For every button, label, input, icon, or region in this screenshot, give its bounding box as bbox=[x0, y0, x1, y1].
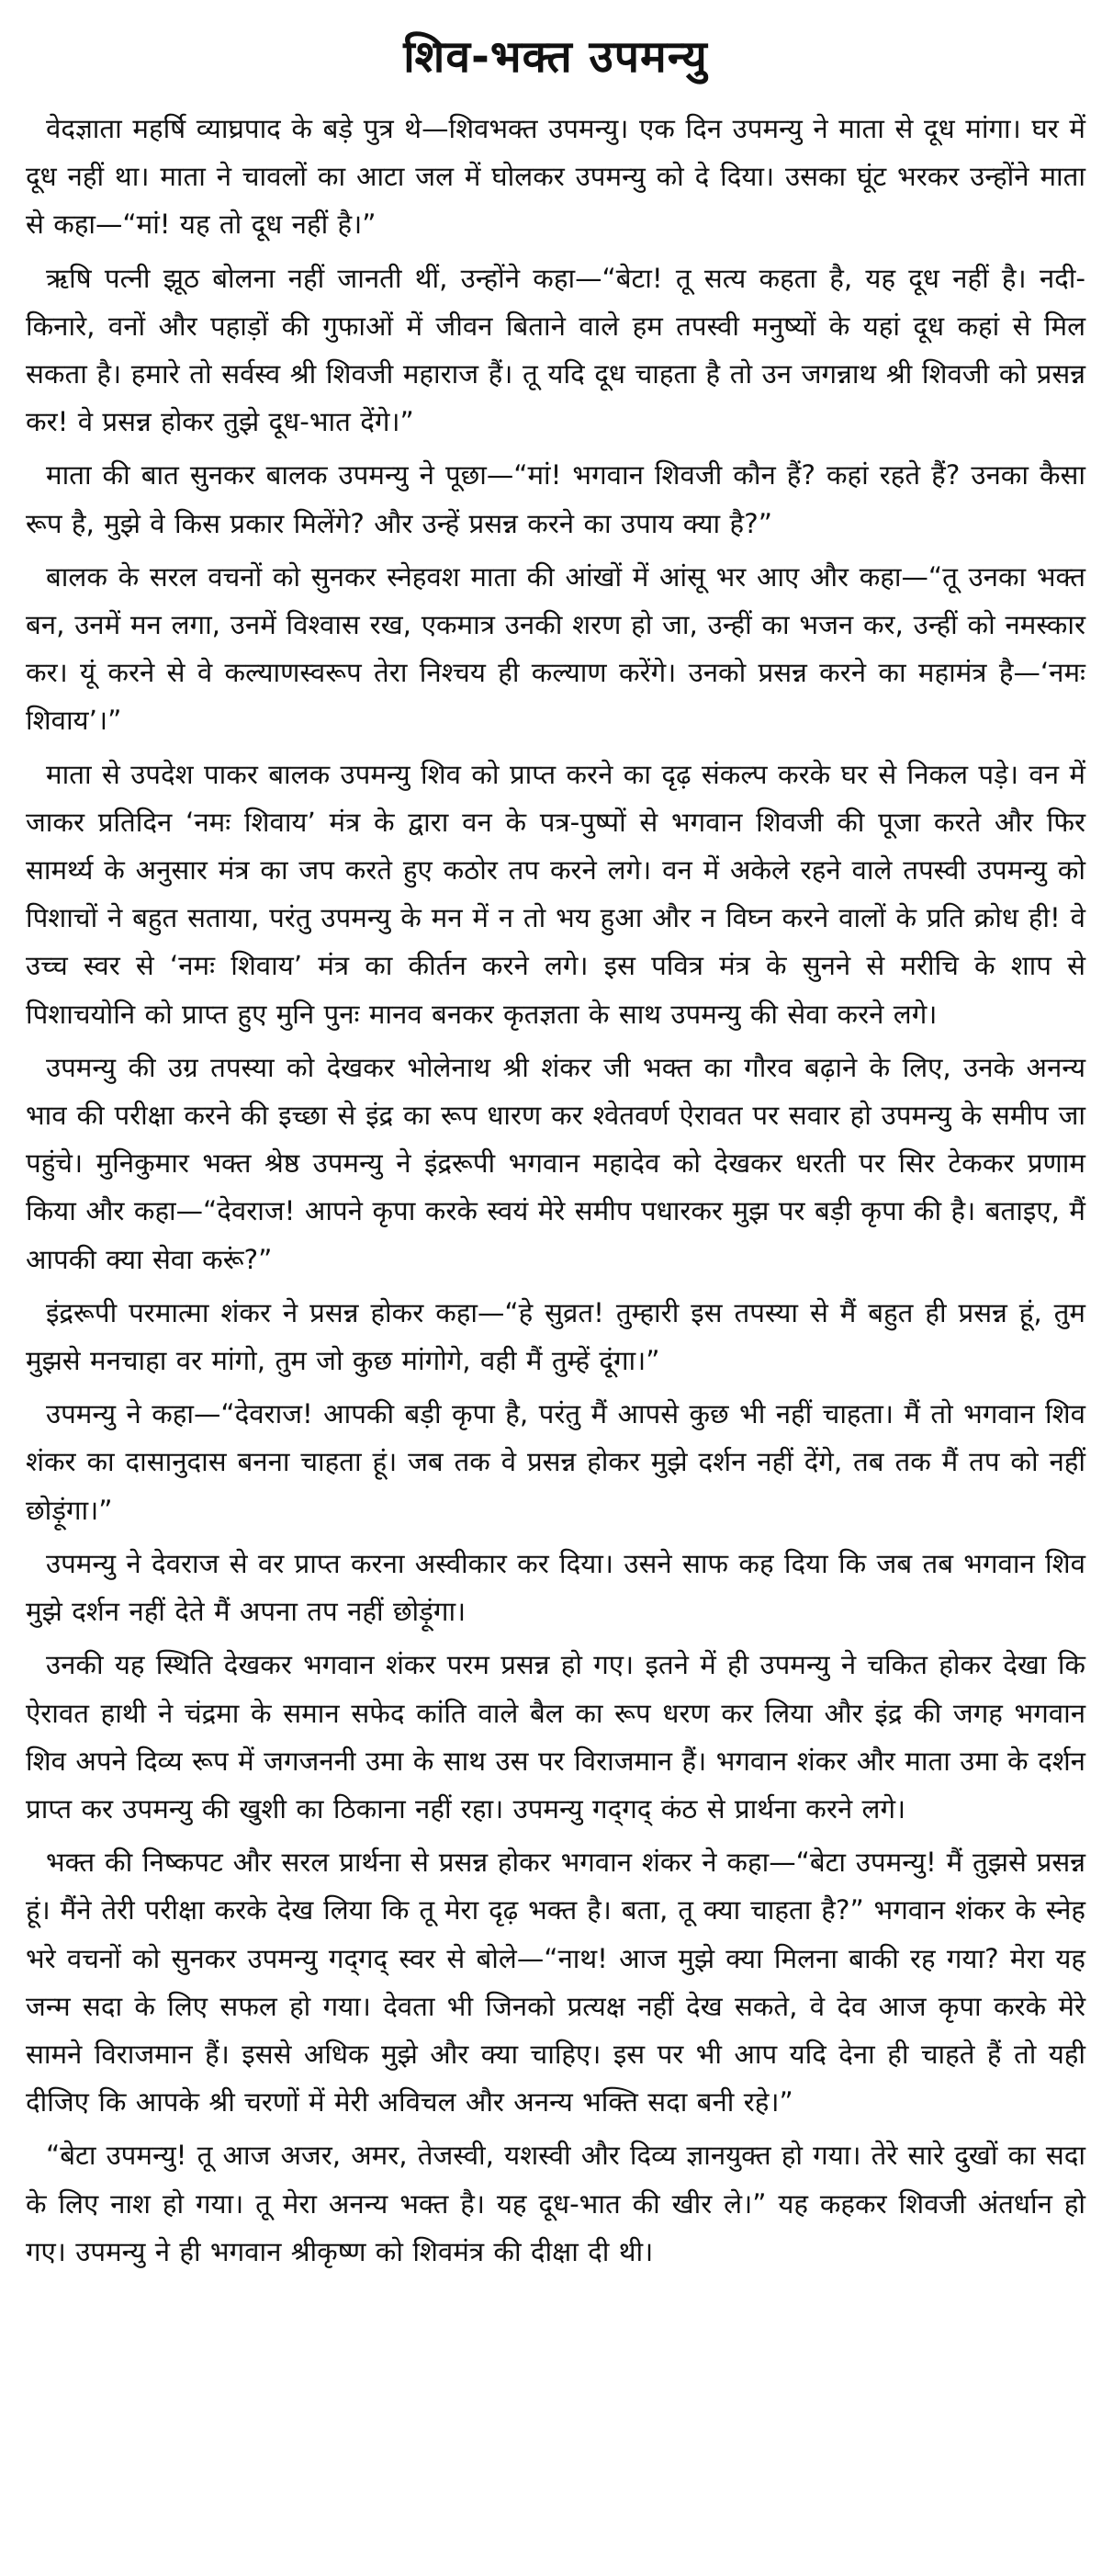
paragraph: बालक के सरल वचनों को सुनकर स्नेहवश माता की आंखों में आंसू भर आए और कहा—“तू उनका भक्त बन, उनमें मन लगा, उनमें विश्वास रख, एकमात्र उनकी शरण हो जा, उन्हीं का भजन कर, उन्हीं को नमस्कार कर। यूं करने से वे कल्याणस्वरूप तेरा निश्चय ही कल्याण करेंगे। उनको प्रसन्न करने का महामंत्र है—‘नमः शिवाय’।” bbox=[26, 560, 1085, 737]
paragraph: वेदज्ञाता महर्षि व्याघ्रपाद के बड़े पुत्र थे—शिवभक्त उपमन्यु। एक दिन उपमन्यु ने माता से दूध मांगा। घर में दूध नहीं था। माता ने चावलों का आटा जल में घोलकर उपमन्यु को दे दिया। उसका घूंट भरकर उन्होंने माता से कहा—“मां! यह तो दूध नहीं है।” bbox=[26, 113, 1085, 241]
paragraph: उपमन्यु ने देवराज से वर प्राप्त करना अस्वीकार कर दिया। उसने साफ कह दिया कि जब तब भगवान शिव मुझे दर्शन नहीं देते मैं अपना तप नहीं छोड़ूंगा। bbox=[26, 1547, 1085, 1628]
paragraph: माता से उपदेश पाकर बालक उपमन्यु शिव को प्राप्त करने का दृढ़ संकल्प करके घर से निकल पड़े। वन में जाकर प्रतिदिन ‘नमः शिवाय’ मंत्र के द्वारा वन के पत्र-पुष्पों से भगवान शिवजी की पूजा करते और फिर सामर्थ्य के अनुसार मंत्र का जप करते हुए कठोर तप करने लगे। वन में अकेले रहने वाले तपस्वी उपमन्यु को पिशाचों ने बहुत सताया, परंतु उपमन्यु के मन में न तो भय हुआ और न विघ्न करने वालों के प्रति क्रोध ही! वे उच्च स्वर से ‘नमः शिवाय’ मंत्र का कीर्तन करने लगे। इस पवित्र मंत्र के सुनने से मरीचि के शाप से पिशाचयोनि को प्राप्त हुए मुनि पुनः मानव बनकर कृतज्ञता के साथ उपमन्यु की सेवा करने लगे। bbox=[26, 758, 1085, 1030]
paragraph: ऋषि पत्नी झूठ बोलना नहीं जानती थीं, उन्होंने कहा—“बेटा! तू सत्य कहता है, यह दूध नहीं है। नदी-किनारे, वनों और पहाड़ों की गुफाओं में जीवन बिताने वाले हम तपस्वी मनुष्यों के यहां दूध कहां से मिल सकता है। हमारे तो सर्वस्व श्री शिवजी महाराज हैं। तू यदि दूध चाहता है तो उन जगन्नाथ श्री शिवजी को प्रसन्न कर! वे प्रसन्न होकर तुझे दूध-भात देंगे।” bbox=[26, 262, 1085, 438]
page-title: शिव-भक्त उपमन्यु bbox=[403, 31, 708, 83]
paragraph: उपमन्यु की उग्र तपस्या को देखकर भोलेनाथ श्री शंकर जी भक्त का गौरव बढ़ाने के लिए, उनके अनन्य भाव की परीक्षा करने की इच्छा से इंद्र का रूप धारण कर श्वेतवर्ण ऐरावत पर सवार हो उपमन्यु के समीप जा पहुंचे। मुनिकुमार भक्त श्रेष्ठ उपमन्यु ने इंद्ररूपी भगवान महादेव को देखकर धरती पर सिर टेककर प्रणाम किया और कहा—“देवराज! आपने कृपा करके स्वयं मेरे समीप पधारकर मुझ पर बड़ी कृपा की है। बताइए, मैं आपकी क्या सेवा करूं?” bbox=[26, 1051, 1085, 1275]
paragraph: इंद्ररूपी परमात्मा शंकर ने प्रसन्न होकर कहा—“हे सुव्रत! तुम्हारी इस तपस्या से मैं बहुत ही प्रसन्न हूं, तुम मुझसे मनचाहा वर मांगो, तुम जो कुछ मांगोगे, वही मैं तुम्हें दूंगा।” bbox=[26, 1296, 1085, 1377]
paragraph: उपमन्यु ने कहा—“देवराज! आपकी बड़ी कृपा है, परंतु मैं आपसे कुछ भी नहीं चाहता। मैं तो भगवान शिव शंकर का दासानुदास बनना चाहता हूं। जब तक वे प्रसन्न होकर मुझे दर्शन नहीं देंगे, तब तक मैं तप को नहीं छोड़ूंगा।” bbox=[26, 1398, 1085, 1526]
paragraph: उनकी यह स्थिति देखकर भगवान शंकर परम प्रसन्न हो गए। इतने में ही उपमन्यु ने चकित होकर देखा कि ऐरावत हाथी ने चंद्रमा के समान सफेद कांति वाले बैल का रूप धरण कर लिया और इंद्र की जगह भगवान शिव अपने दिव्य रूप में जगजननी उमा के साथ उस पर विराजमान हैं। भगवान शंकर और माता उमा के दर्शन प्राप्त कर उपमन्यु की खुशी का ठिकाना नहीं रहा। उपमन्यु गद्‌गद् कंठ से प्रार्थना करने लगे। bbox=[26, 1649, 1085, 1825]
paragraph: भक्त की निष्कपट और सरल प्रार्थना से प्रसन्न होकर भगवान शंकर ने कहा—“बेटा उपमन्यु! मैं तुझसे प्रसन्न हूं। मैंने तेरी परीक्षा करके देख लिया कि तू मेरा दृढ़ भक्त है। बता, तू क्या चाहता है?” भगवान शंकर के स्नेह भरे वचनों को सुनकर उपमन्यु गद्‌गद् स्वर से बोले—“नाथ! आज मुझे क्या मिलना बाकी रह गया? मेरा यह जन्म सदा के लिए सफल हो गया। देवता भी जिनको प्रत्यक्ष नहीं देख सकते, वे देव आज कृपा करके मेरे सामने विराजमान हैं। इससे अधिक मुझे और क्या चाहिए। इस पर भी आप यदि देना ही चाहते हैं तो यही दीजिए कि आपके श्री चरणों में मेरी अविचल और अनन्य भक्ति सदा बनी रहे।” bbox=[26, 1847, 1085, 2118]
paragraph: “बेटा उपमन्यु! तू आज अजर, अमर, तेजस्वी, यशस्वी और दिव्य ज्ञानयुक्त हो गया। तेरे सारे दुखों का सदा के लिए नाश हो गया। तू मेरा अनन्य भक्त है। यह दूध-भात की खीर ले।” यह कहकर शिवजी अंतर्धान हो गए। उपमन्यु ने ही भगवान श्रीकृष्ण को शिवमंत्र की दीक्षा दी थी। bbox=[26, 2140, 1085, 2267]
paragraph: माता की बात सुनकर बालक उपमन्यु ने पूछा—“मां! भगवान शिवजी कौन हैं? कहां रहते हैं? उनका कैसा रूप है, मुझे वे किस प्रकार मिलेंगे? और उन्हें प्रसन्न करने का उपाय क्या है?” bbox=[26, 459, 1085, 539]
